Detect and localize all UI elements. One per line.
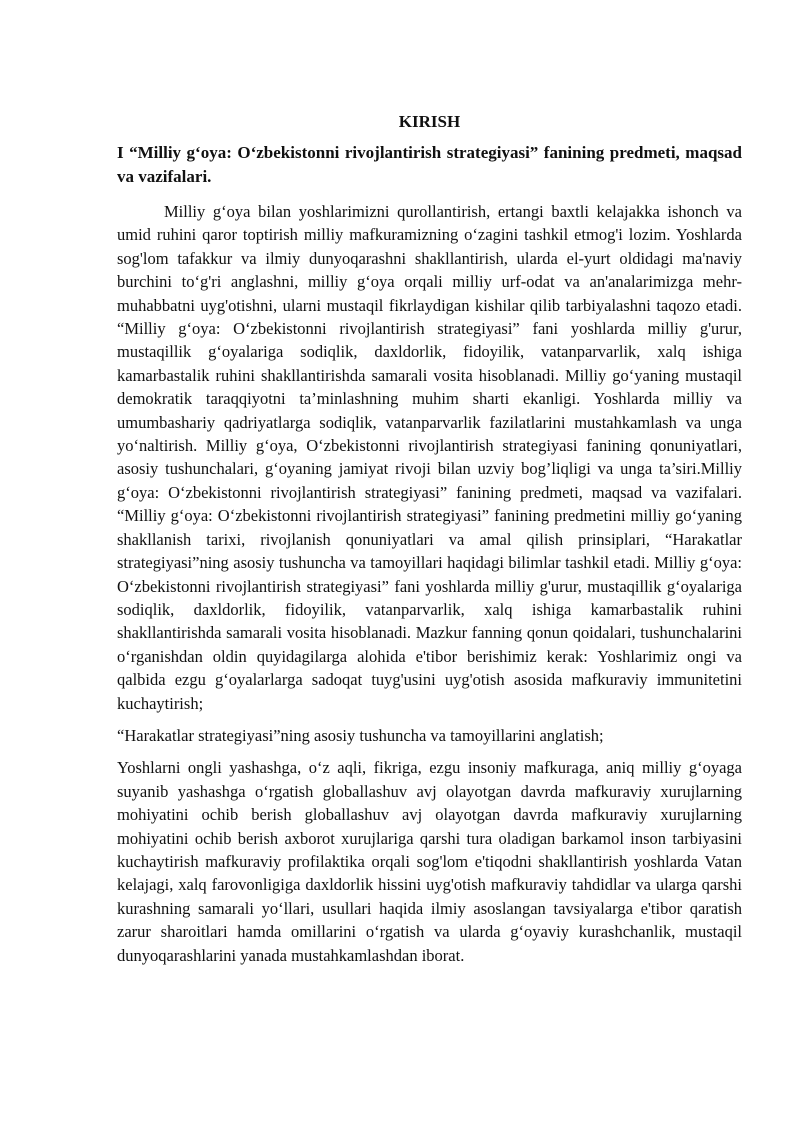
document-title: KIRISH xyxy=(398,112,461,131)
body-paragraph: “Harakatlar strategiyasi”ning asosiy tushuncha va tamoyillarini anglatish; xyxy=(117,725,604,745)
section-heading: I “Milliy g‘oya: O‘zbekistonni rivojlantirish strategiyasi” fanining predmeti, maqsad va vazifalari. xyxy=(117,143,742,186)
body-paragraph: Milliy g‘oya bilan yoshlarimizni qurollantirish, ertangi baxtli kelajakka ishonch va umid ruhini qaror toptirish milliy mafkuramizning o‘zagini tashkil etmog'i lozim. Yoshlarda sog'lom tafakkur va ilmiy dunyoqarashni shakllantirish, ularda el-yurt oldidagi ma'naviy burchini to‘g'ri anglashni, milliy g‘oya orqali milliy urf-odat va an'analarimizga mehr-muhabbatni uyg'otishni, ularni mustaqil fikrlaydigan kishilar qilib tarbiyalashni taqozo etadi. “Milliy g‘oya: O‘zbekistonni rivojlantirish strategiyasi” fani yoshlarda milliy g'urur, mustaqillik g‘oyalariga sodiqlik, daxldorlik, fidoyilik, vatanparvarlik, xalq ishiga kamarbastalik ruhini shakllantirishda samarali vosita hisoblanadi. Milliy go‘yaning mustaqil demokratik taraqqiyotni ta’minlashning muhim sharti ekanligi. Yoshlarda milliy va umumbashariy qadriyatlarga sodiqlik, vatanparvarlik fazilatlarini mustahkamlash va unga yo‘naltirish. Milliy g‘oya, O‘zbekistonni rivojlantirish strategiyasi fanining qonuniyatlari, asosiy tushunchalari, g‘oyaning jamiyat rivoji bilan uzviy bog’liqligi va unga ta’siri.Milliy g‘oya: O‘zbekistonni rivojlantirish strategiyasi” fanining predmeti, maqsad va vazifalari. “Milliy g‘oya: O‘zbekistonni rivojlantirish strategiyasi” fanining predmetini milliy go‘yaning shakllanish tarixi, rivojlanish qonuniyatlari va amal qilish prinsiplari, “Harakatlar strategiyasi”ning asosiy tushuncha va tamoyillari haqidagi bilimlar tashkil etadi. Milliy g‘oya: O‘zbekistonni rivojlantirish strategiyasi” fani yoshlarda milliy g'urur, mustaqillik g‘oyalariga sodiqlik, daxldorlik, fidoyilik, vatanparvarlik, xalq ishiga kamarbastalik ruhini shakllantirishda samarali vosita hisoblanadi. Mazkur fanning qonun qoidalari, tushunchalarini o‘rganishdan oldin quyidagilarga alohida e'tibor berishimiz kerak: Yoshlarimiz ongi va qalbida ezgu g‘oyalarlarga sadoqat tuyg'usini uyg'otish asosida mafkuraviy immunitetini kuchaytirish; xyxy=(117,202,742,713)
document-page xyxy=(117,110,742,967)
body-paragraph: Yoshlarni ongli yashashga, o‘z aqli, fikriga, ezgu insoniy mafkuraga, aniq milliy g‘oyaga suyanib yashashga o‘rgatish globallashuv avj olayotgan davrda mafkuraviy xurujlarning mohiyatini ochib berish globallashuv avj olayotgan davrda mafkuraviy xurujlarning mohiyatini ochib berish axborot xurujlariga qarshi tura oladigan barkamol inson tarbiyasini kuchaytirish mafkuraviy profilaktika orqali sog'lom e'tiqodni shakllantirish yoshlarda Vatan kelajagi, xalq farovonligiga daxldorlik hissini uyg'otish mafkuraviy tahdidlar va ularga qarshi kurashning samarali yo‘llari, usullari haqida ilmiy asoslangan tavsiyalarga e'tibor qaratish zarur sharoitlari hamda omillarini o‘rgatish va ularda g‘oyaviy kurashchanlik, mustaqil dunyoqarashlarini yanada mustahkamlashdan iborat. xyxy=(117,758,742,965)
